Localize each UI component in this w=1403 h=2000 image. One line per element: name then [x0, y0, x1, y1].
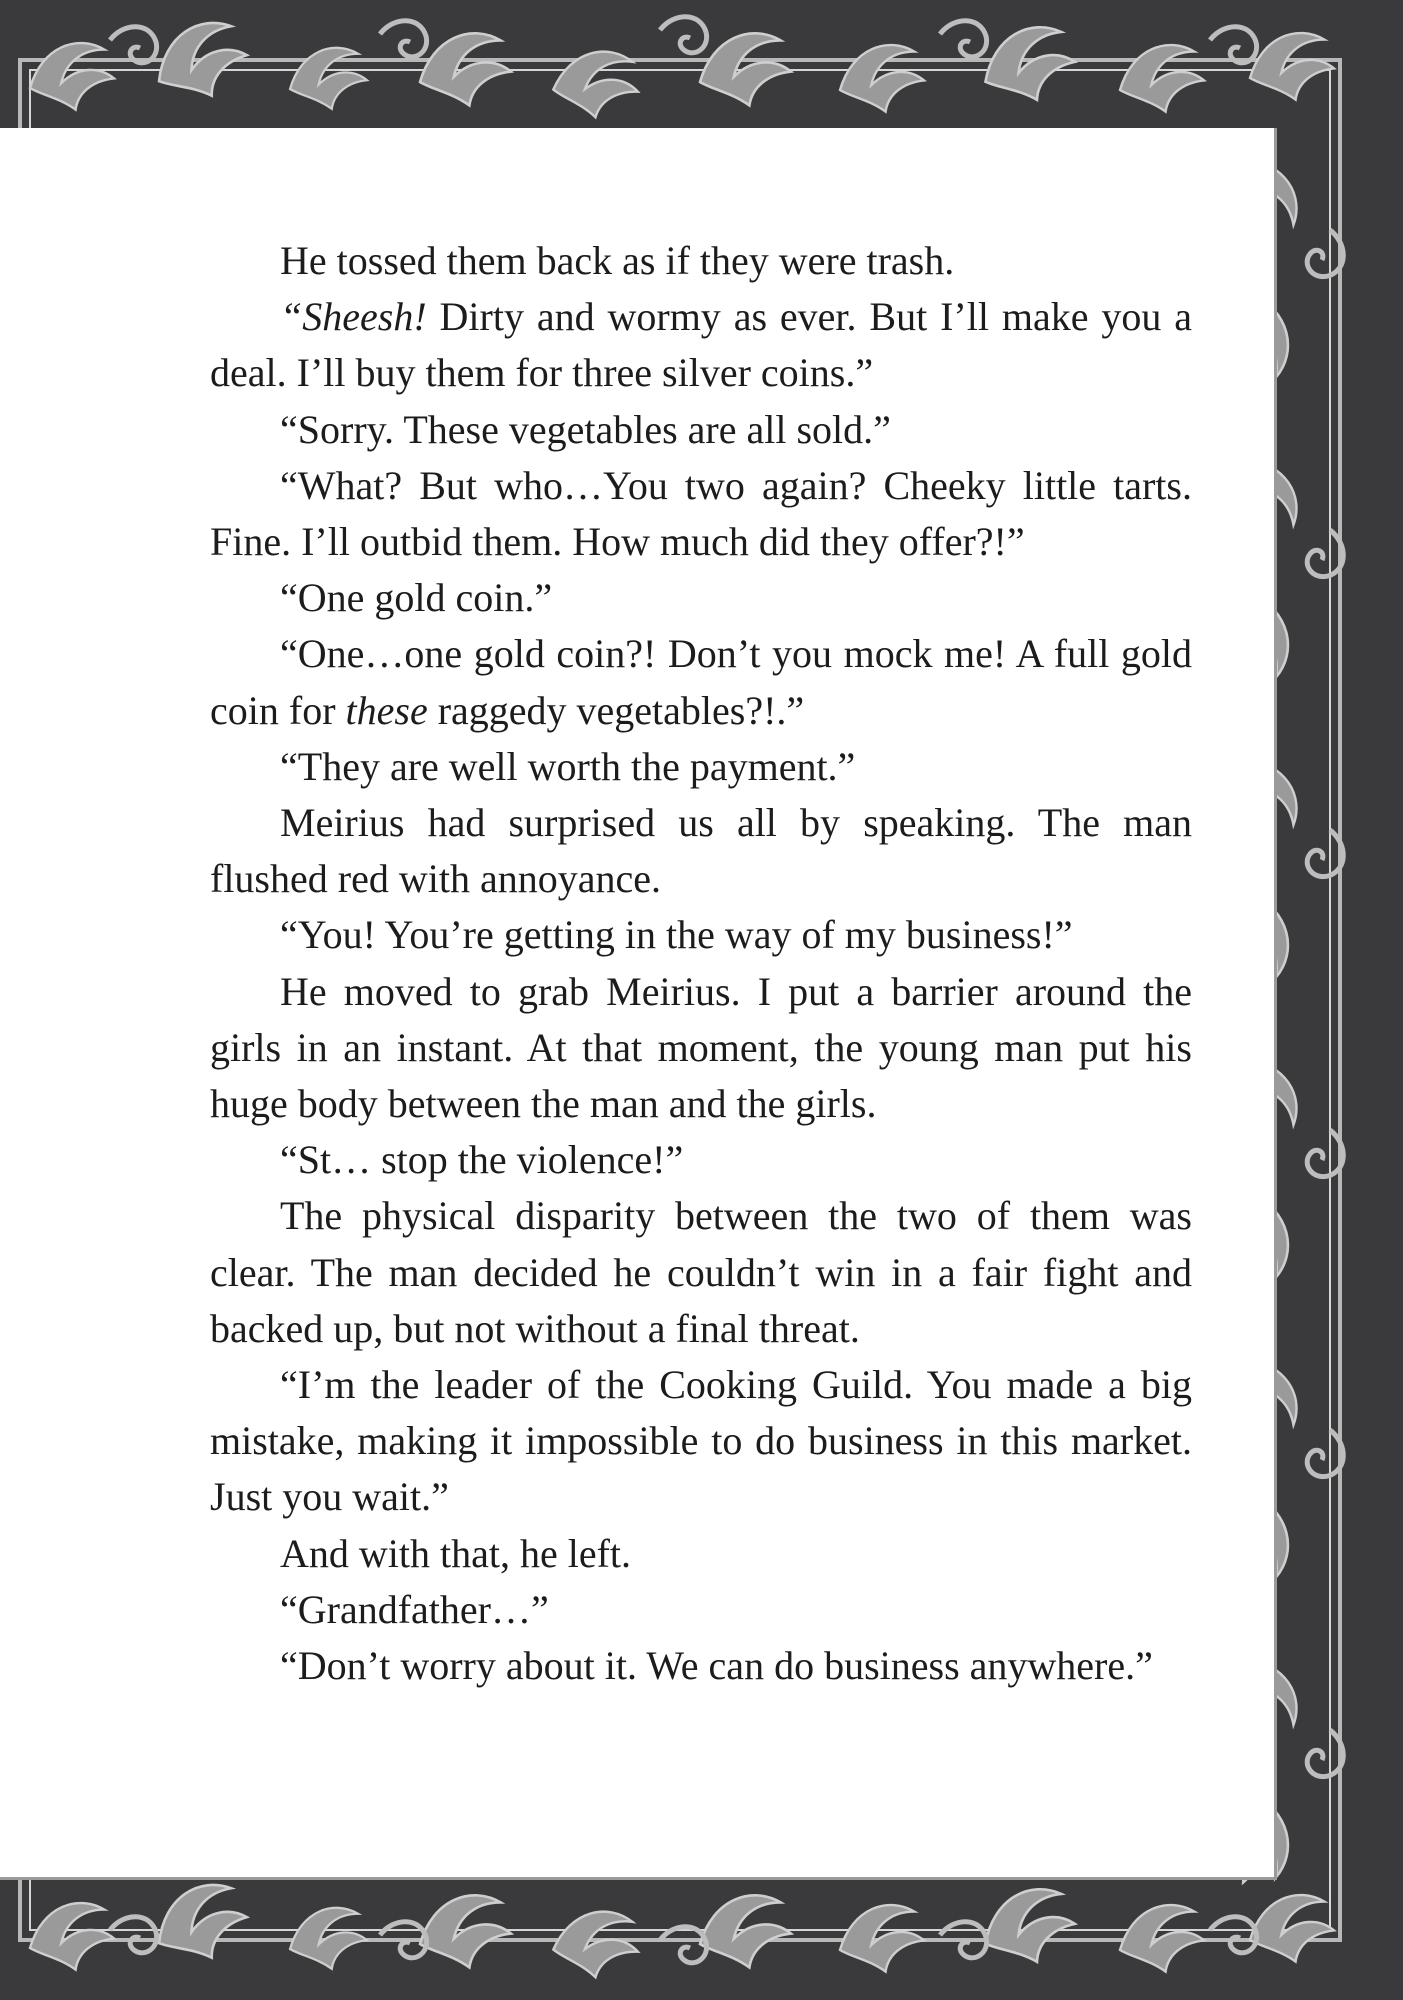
- paragraph: [210, 289, 1192, 401]
- paragraph: “St… stop the violence!”: [280, 1137, 684, 1183]
- paragraph: [210, 626, 1192, 738]
- paragraph-text: Dirty and wormy as ever. But I’ll make you a deal. I’ll buy them for three silver coins.”: [210, 294, 1192, 396]
- paragraph: He tossed them back as if they were trash.: [280, 238, 955, 283]
- paragraph: Meirius had surprised us all by speaking. The man flushed red with annoyance.: [210, 800, 1192, 902]
- emphasis: “Sheesh!: [280, 294, 427, 340]
- text-body: [210, 233, 1192, 1694]
- paragraph: He moved to grab Meirius. I put a barrier around the girls in an instant. At that moment, the young man put his huge body between the man and the girls.: [210, 968, 1192, 1127]
- paragraph: “Grandfather…”: [280, 1586, 549, 1632]
- paragraph: “They are well worth the payment.”: [280, 743, 856, 789]
- paragraph: “You! You’re getting in the way of my business!”: [280, 912, 1073, 958]
- paragraph: “Sorry. These vegetables are all sold.”: [280, 406, 891, 452]
- paragraph: “What? But who…You two again? Cheeky little tarts. Fine. I’ll outbid them. How much did they offer?!”: [210, 462, 1192, 565]
- paragraph: “I’m the leader of the Cooking Guild. You made a big mistake, making it impossible to do business in this market. Just you wait.”: [210, 1362, 1192, 1520]
- paragraph: “Don’t worry about it. We can do business anywhere.”: [280, 1643, 1153, 1689]
- paragraph: The physical disparity between the two of them was clear. The man decided he couldn’t win in a fair fight and backed up, but not without a final threat.: [210, 1193, 1192, 1351]
- paragraph-text: raggedy vegetables?!.”: [427, 687, 805, 733]
- paragraph: And with that, he left.: [280, 1530, 632, 1576]
- paragraph-text: “One…one gold coin?! Don’t you mock me! A full gold coin for: [210, 631, 1192, 733]
- paragraph: “One gold coin.”: [280, 575, 553, 621]
- emphasis: these: [345, 687, 428, 733]
